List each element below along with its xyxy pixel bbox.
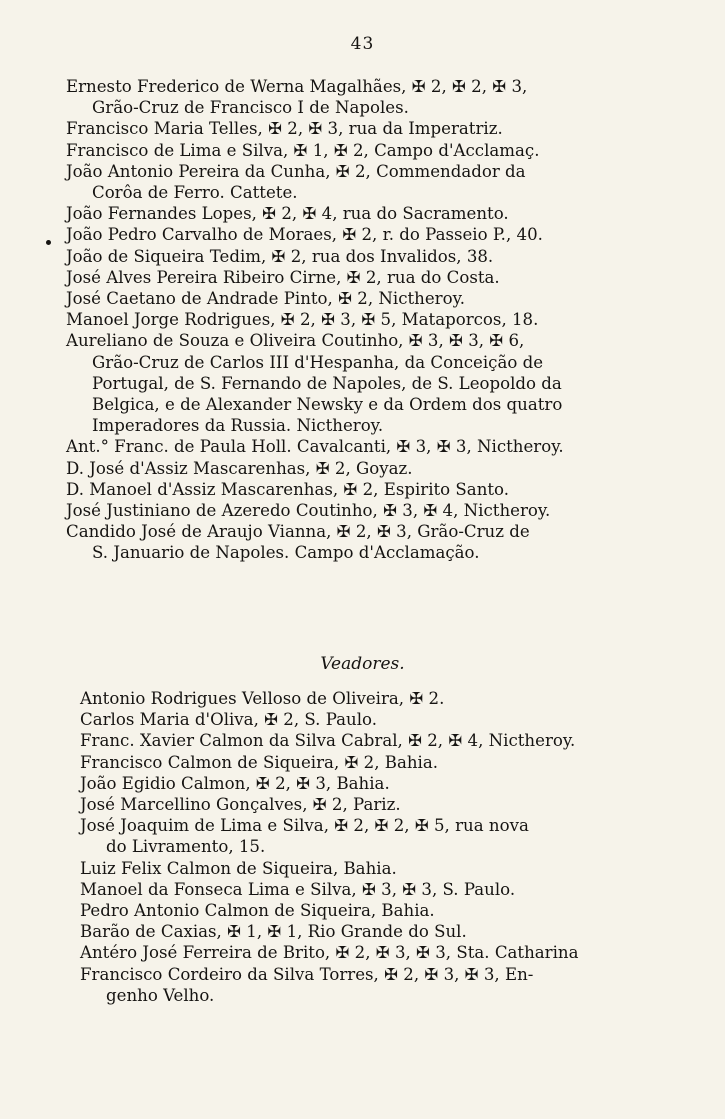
entry-continuation-line: Belgica, e de Alexander Newsky e da Ordem dos quatro bbox=[92, 395, 563, 415]
list-item bbox=[0, 964, 725, 1006]
entry-line: Francisco Calmon de Siqueira, ✠ 2, Bahia. bbox=[80, 752, 439, 772]
entry-line: Ant.° Franc. de Paula Holl. Cavalcanti, ✠ 3, ✠ 3, Nictheroy. bbox=[66, 437, 564, 457]
entry-line: Antonio Rodrigues Velloso de Oliveira, ✠ 2. bbox=[80, 689, 445, 708]
entry-line: Antéro José Ferreira de Brito, ✠ 2, ✠ 3, ✠ 3, Sta. Catharina bbox=[80, 943, 579, 963]
list-item bbox=[0, 330, 725, 436]
entry-line: José Caetano de Andrade Pinto, ✠ 2, Nictheroy. bbox=[66, 289, 466, 309]
entry-line: D. José d'Assiz Mascarenhas, ✠ 2, Goyaz. bbox=[66, 458, 413, 478]
entry-line: Manoel da Fonseca Lima e Silva, ✠ 3, ✠ 3, S. Paulo. bbox=[80, 879, 516, 899]
list-item bbox=[0, 436, 725, 457]
list-item bbox=[0, 288, 725, 309]
list-item bbox=[0, 246, 725, 267]
entry-line: José Joaquim de Lima e Silva, ✠ 2, ✠ 2, ✠ 5, rua nova bbox=[80, 816, 529, 836]
entry-continuation-line: Imperadores da Russia. Nictheroy. bbox=[92, 416, 384, 436]
list-item bbox=[0, 203, 725, 224]
entry-line: José Marcellino Gonçalves, ✠ 2, Pariz. bbox=[80, 795, 401, 815]
list-item bbox=[0, 267, 725, 288]
entry-line: Francisco Cordeiro da Silva Torres, ✠ 2, ✠ 3, ✠ 3, En- bbox=[80, 964, 534, 984]
list-item bbox=[0, 458, 725, 479]
list-item bbox=[0, 752, 725, 773]
entry-line: João Pedro Carvalho de Moraes, ✠ 2, r. do Passeio P., 40. bbox=[66, 225, 543, 245]
page-number: 43 bbox=[350, 34, 375, 54]
list-item bbox=[0, 309, 725, 330]
list-item bbox=[0, 815, 725, 857]
entry-continuation-line: Portugal, de S. Fernando de Napoles, de S. Leopoldo da bbox=[92, 373, 562, 393]
section-heading: Veadores. bbox=[320, 654, 405, 674]
entries-list-veadores bbox=[0, 688, 725, 1006]
list-item bbox=[0, 140, 725, 161]
entry-line: João Egidio Calmon, ✠ 2, ✠ 3, Bahia. bbox=[80, 773, 390, 793]
list-item bbox=[0, 794, 725, 815]
entry-continuation-line: do Livramento, 15. bbox=[106, 837, 266, 857]
entry-line: Candido José de Araujo Vianna, ✠ 2, ✠ 3, Grão-Cruz de bbox=[66, 522, 530, 542]
entry-line: Pedro Antonio Calmon de Siqueira, Bahia. bbox=[80, 901, 435, 921]
entry-line: Franc. Xavier Calmon da Silva Cabral, ✠ 2, ✠ 4, Nictheroy. bbox=[80, 731, 576, 751]
list-item bbox=[0, 921, 725, 942]
list-item bbox=[0, 773, 725, 794]
entry-continuation-line: S. Januario de Napoles. Campo d'Acclamação. bbox=[92, 543, 480, 563]
entry-line: João Antonio Pereira da Cunha, ✠ 2, Commendador da bbox=[66, 161, 526, 181]
entry-line: José Alves Pereira Ribeiro Cirne, ✠ 2, rua do Costa. bbox=[66, 267, 500, 287]
entry-line: João Fernandes Lopes, ✠ 2, ✠ 4, rua do Sacramento. bbox=[66, 204, 509, 224]
entry-line: Luiz Felix Calmon de Siqueira, Bahia. bbox=[80, 858, 397, 878]
list-item bbox=[0, 900, 725, 921]
list-item bbox=[0, 688, 725, 709]
list-item bbox=[0, 224, 725, 245]
entry-line: Francisco Maria Telles, ✠ 2, ✠ 3, rua da Imperatriz. bbox=[66, 119, 503, 139]
entry-line: Aureliano de Souza e Oliveira Coutinho, ✠ 3, ✠ 3, ✠ 6, bbox=[66, 331, 525, 351]
list-item bbox=[0, 879, 725, 900]
list-item bbox=[0, 76, 725, 118]
entry-line: Ernesto Frederico de Werna Magalhães, ✠ 2, ✠ 2, ✠ 3, bbox=[66, 77, 528, 96]
entry-line: Manoel Jorge Rodrigues, ✠ 2, ✠ 3, ✠ 5, Mataporcos, 18. bbox=[66, 310, 539, 330]
entry-line: José Justiniano de Azeredo Coutinho, ✠ 3, ✠ 4, Nictheroy. bbox=[66, 501, 551, 521]
entries-list-top bbox=[0, 76, 725, 564]
entry-line: Francisco de Lima e Silva, ✠ 1, ✠ 2, Campo d'Acclamaç. bbox=[66, 140, 540, 160]
list-item bbox=[0, 479, 725, 500]
entry-continuation-line: Grão-Cruz de Francisco I de Napoles. bbox=[92, 98, 409, 118]
list-item bbox=[0, 942, 725, 963]
entry-line: Carlos Maria d'Oliva, ✠ 2, S. Paulo. bbox=[80, 710, 378, 730]
list-item bbox=[0, 118, 725, 139]
entry-continuation-line: Corôa de Ferro. Cattete. bbox=[92, 183, 298, 203]
list-item bbox=[0, 521, 725, 563]
list-item bbox=[0, 500, 725, 521]
list-item bbox=[0, 161, 725, 203]
list-item bbox=[0, 858, 725, 879]
entry-line: Barão de Caxias, ✠ 1, ✠ 1, Rio Grande do Sul. bbox=[80, 922, 467, 942]
list-item bbox=[0, 730, 725, 751]
list-item bbox=[0, 709, 725, 730]
entry-continuation-line: Grão-Cruz de Carlos III d'Hespanha, da Conceição de bbox=[92, 352, 544, 372]
entry-line: João de Siqueira Tedim, ✠ 2, rua dos Invalidos, 38. bbox=[66, 246, 494, 266]
entry-line: D. Manoel d'Assiz Mascarenhas, ✠ 2, Espirito Santo. bbox=[66, 479, 510, 499]
entry-continuation-line: genho Velho. bbox=[106, 985, 215, 1005]
